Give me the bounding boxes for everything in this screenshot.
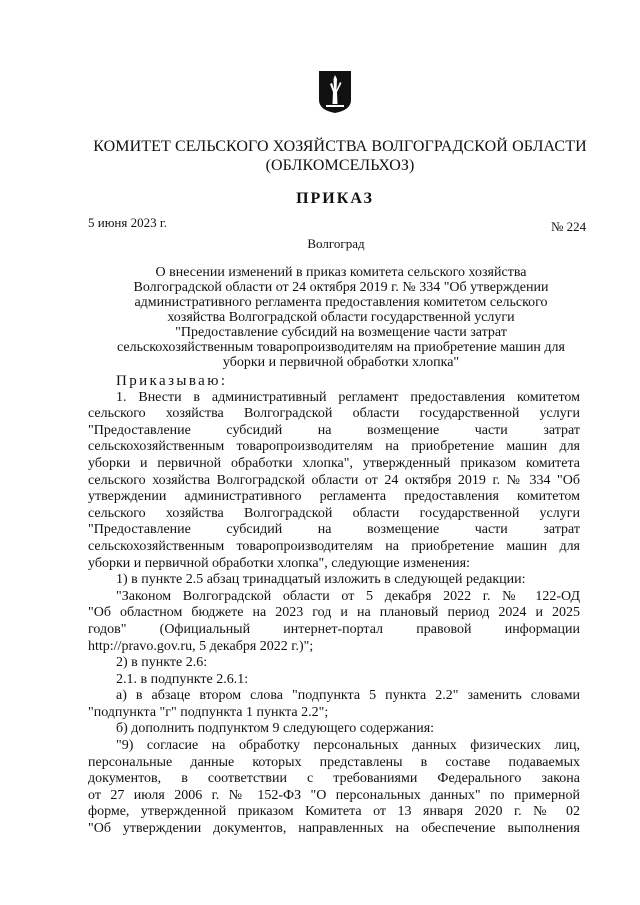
subject-line: "Предоставление субсидий на возмещение части затрат [175,325,507,340]
subject-line: Волгоградской области от 24 октября 2019 г. № 334 "Об утверждении [133,280,549,295]
document-date: 5 июня 2023 г. [88,215,167,230]
text-line: сельского хозяйства Волгоградской области от 24 октября 2019 г. № 334 "Об [88,472,580,488]
text-line: сельскохозяйственным товаропроизводителям на приобретение машин для [88,439,580,455]
paragraph-2: 1) в пункте 2.5 абзац тринадцатый изложить в следующей редакции: [116,572,526,588]
text-line: "Об утверждении документов, направленных на обеспечение выполнения [88,821,580,837]
document-type: ПРИКАЗ [296,190,374,207]
subject-line: хозяйства Волгоградской области государственной услуги [167,310,515,325]
paragraph-7: б) дополнить подпунктом 9 следующего содержания: [116,721,435,737]
text-line: http://pravo.gov.ru, 5 декабря 2022 г.)"; [88,638,314,654]
decree-word: Приказываю: [116,373,228,389]
text-line: документов, в соответствии с требованиями Федерального закона [88,771,580,787]
text-line: 1. Внести в административный регламент предоставления комитетом [116,389,580,405]
paragraph-1 [88,390,580,573]
text-line: персональные данные которых представлены в составе подаваемых [88,754,580,770]
text-line: сельского хозяйства Волгоградской области государственной услуги [88,406,580,422]
subject-line: О внесении изменений в приказ комитета сельского хозяйства [155,265,527,280]
subject-line: сельскохозяйственным товаропроизводителям на приобретение машин для [117,340,565,355]
document-number: № 224 [551,219,587,234]
document-body [88,373,580,838]
document-subject [60,265,622,370]
text-line: "Об областном бюджете на 2023 год и на плановый период 2024 и 2025 [88,605,580,621]
organization-name: КОМИТЕТ СЕЛЬСКОГО ХОЗЯЙСТВА ВОЛГОГРАДСКОЙ ОБЛАСТИ [93,138,587,155]
coat-of-arms-icon [318,70,352,114]
text-line: сельского хозяйства Волгоградской области государственной услуги [88,505,580,521]
paragraph-3 [88,589,580,655]
text-line: а) в абзаце втором слова "подпункта 5 пункта 2.2" заменить словами [116,688,580,704]
text-line: "Законом Волгоградской области от 5 декабря 2022 г. № 122-ОД [116,588,580,604]
paragraph-6 [88,688,580,721]
text-line: форме, утвержденной приказом Комитета от 13 января 2020 г. № 02 [88,804,580,820]
text-line: уборки и первичной обработки хлопка", следующие изменения: [88,555,470,571]
text-line: годов" (Официальный интернет-портал правовой информации [88,621,580,637]
text-line: уборки и первичной обработки хлопка", утвержденный приказом комитета [88,455,580,471]
organization-abbr: (ОБЛКОМСЕЛЬХОЗ) [265,157,415,174]
text-line: сельскохозяйственным товаропроизводителям на приобретение машин для [88,538,580,554]
subject-line: уборки и первичной обработки хлопка" [222,355,460,370]
paragraph-4: 2) в пункте 2.6: [116,655,208,671]
paragraph-5: 2.1. в подпункте 2.6.1: [116,671,249,687]
text-line: "Предоставление субсидий на возмещение части затрат [88,422,580,438]
text-line: от 27 июля 2006 г. № 152-ФЗ "О персональных данных" по примерной [88,787,580,803]
subject-line: административного регламента предоставления комитетом сельского [134,295,548,310]
text-line: "9) согласие на обработку персональных данных физических лиц, [116,738,580,754]
text-line: "Предоставление субсидий на возмещение части затрат [88,522,580,538]
document-city: Волгоград [307,236,365,251]
paragraph-8 [88,738,580,838]
text-line: утверждении административного регламента предоставления комитетом [88,489,580,505]
text-line: "подпункта "г" подпункта 1 пункта 2.2"; [88,704,329,720]
